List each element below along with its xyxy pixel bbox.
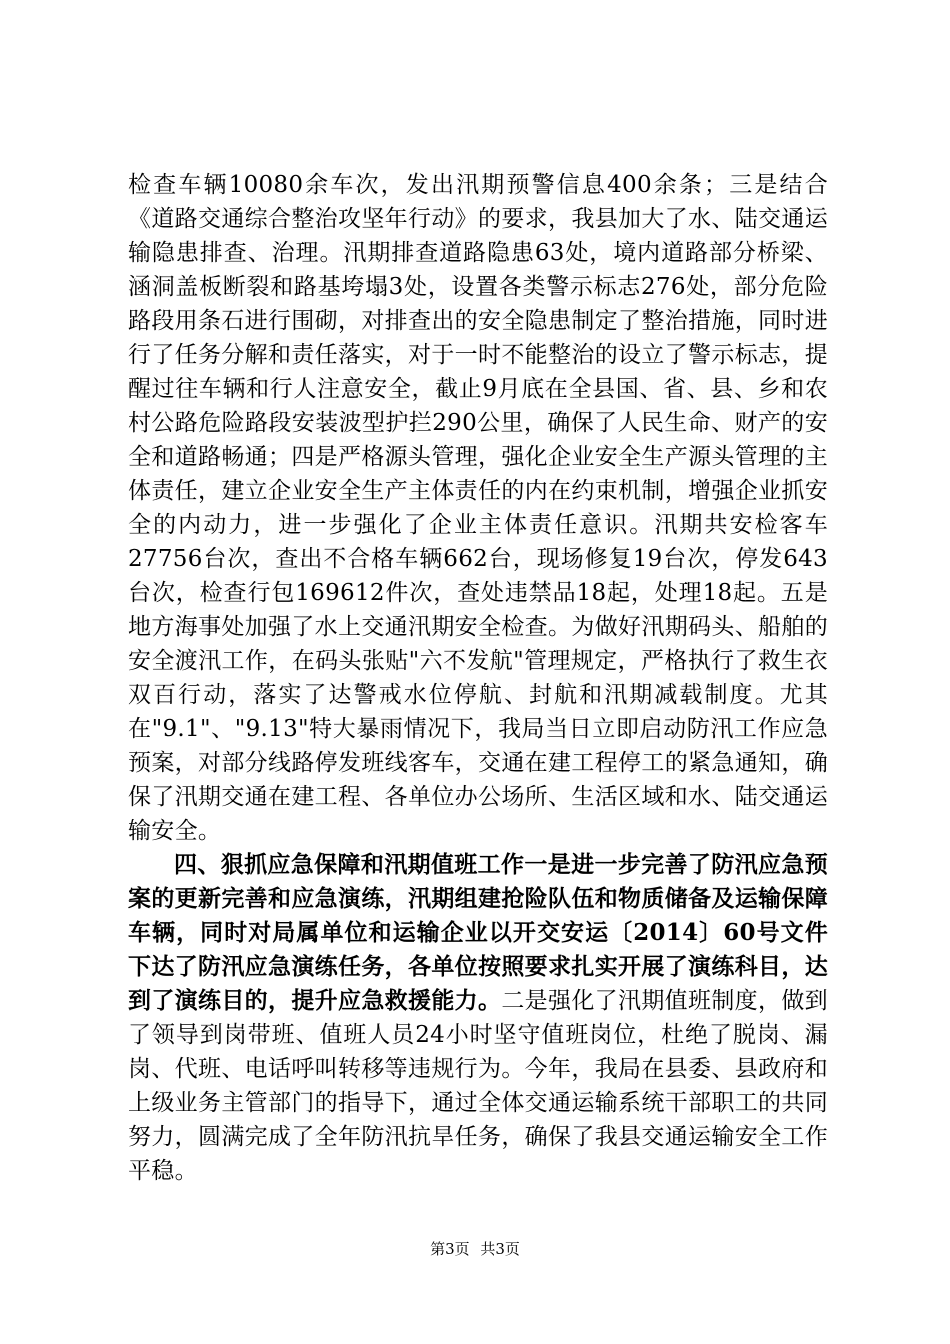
page-footer: 第3页 共3页	[430, 1240, 520, 1258]
paragraph-bold-lead: 四、狠抓应急保障和汛期值班工作一是进一步完善了防汛应急预案的更新完善和应急演练，汛期组建抢险队伍和物质储备及运输保障车辆，同时对局属单位和运输企业以开交安运〔2014〕60号文件下达了防汛应急演练任务，各单位按照要求扎实开展了演练科目，达到了演练目的，提升应急救援能力。	[128, 851, 828, 1014]
paragraph-continuation: 检查车辆10080余车次，发出汛期预警信息400余条；三是结合《道路交通综合整治攻坚年行动》的要求，我县加大了水、陆交通运输隐患排查、治理。汛期排查道路隐患63处，境内道路部分桥梁、涵洞盖板断裂和路基垮塌3处，设置各类警示标志276处，部分危险路段用条石进行围砌，对排查出的安全隐患制定了整治措施，同时进行了任务分解和责任落实，对于一时不能整治的设立了警示标志，提醒过往车辆和行人注意安全，截止9月底在全县国、省、县、乡和农村公路危险路段安装波型护拦290公里，确保了人民生命、财产的安全和道路畅通；四是严格源头管理，强化企业安全生产源头管理的主体责任，建立企业安全生产主体责任的内在约束机制，增强企业抓安全的内动力，进一步强化了企业主体责任意识。汛期共安检客车27756台次，查出不合格车辆662台，现场修复19台次，停发643台次，检查行包169612件次，查处违禁品18起，处理18起。五是地方海事处加强了水上交通汛期安全检查。为做好汛期码头、船舶的安全渡汛工作，在码头张贴"六不发航"管理规定，严格执行了救生衣双百行动，落实了达警戒水位停航、封航和汛期减载制度。尤其在"9.1"、"9.13"特大暴雨情况下，我局当日立即启动防汛工作应急预案，对部分线路停发班线客车，交通在建工程停工的紧急通知，确保了汛期交通在建工程、各单位办公场所、生活区域和水、陆交通运输安全。	[128, 172, 828, 844]
paragraph-duty-system: 二是强化了汛期值班制度，做到了领导到岗带班、值班人员24小时坚守值班岗位，杜绝了脱岗、漏岗、代班、电话呼叫转移等违规行为。今年，我局在县委、县政府和上级业务主管部门的指导下，通过全体交通运输系统干部职工的共同努力，圆满完成了全年防汛抗旱任务，确保了我县交通运输安全工作平稳。	[128, 988, 828, 1184]
paragraph-emergency-support	[128, 848, 828, 1188]
document-body	[128, 168, 828, 1188]
